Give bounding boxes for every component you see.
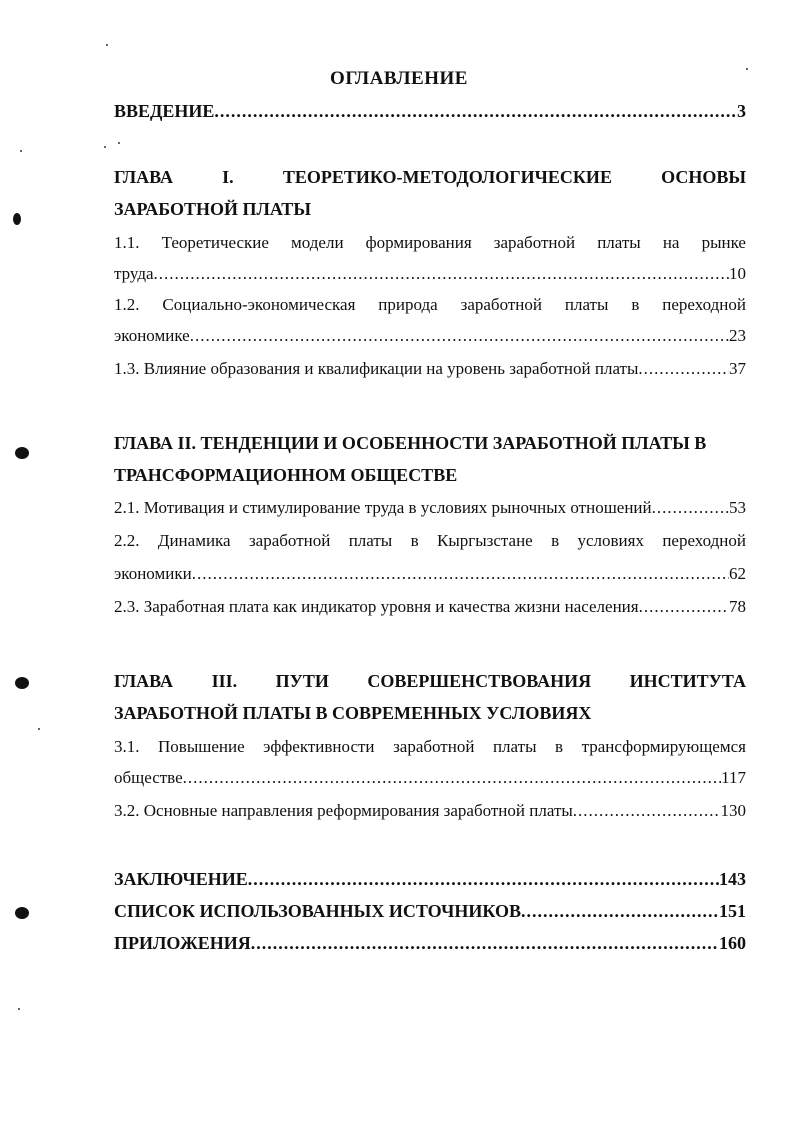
- toc-page-number: 151: [719, 901, 746, 921]
- toc-entry-label: ВВЕДЕНИЕ: [114, 101, 215, 121]
- entry-word: 2.2.: [114, 531, 140, 550]
- toc-entry-label: труда: [114, 264, 154, 283]
- toc-leader-dots: [248, 868, 719, 890]
- scan-mark-icon: [12, 212, 22, 226]
- chapter-1-heading-cont: ЗАРАБОТНОЙ ПЛАТЫ: [114, 199, 311, 219]
- scan-speck: [104, 146, 106, 148]
- chapter-1-word: ТЕОРЕТИКО-МЕТОДОЛОГИЧЕСКИЕ: [282, 167, 612, 187]
- entry-word: переходной: [662, 531, 746, 550]
- entry-word: эффективности: [263, 737, 375, 756]
- entry-word: платы: [348, 531, 393, 550]
- toc-page-number: 3: [737, 101, 746, 121]
- toc-leader-dots: [154, 263, 729, 285]
- toc-leader-dots: [251, 932, 719, 954]
- entry-word: Социально-экономическая: [162, 295, 356, 314]
- entry-word: заработной: [493, 233, 576, 252]
- toc-entry-2-2[interactable]: [114, 530, 746, 552]
- entry-word: платы: [564, 295, 609, 314]
- entry-word: платы: [597, 233, 641, 252]
- toc-leader-dots: [214, 100, 737, 122]
- toc-page-number: 62: [729, 564, 746, 583]
- scan-speck: [20, 150, 22, 152]
- chapter-3-word: ГЛАВА: [114, 671, 174, 691]
- entry-word: модели: [291, 233, 344, 252]
- entry-word: природа: [378, 295, 438, 314]
- entry-word: условиях: [577, 531, 644, 550]
- toc-entry-label: экономике: [114, 326, 190, 345]
- toc-leader-dots: [573, 800, 721, 822]
- toc-entry-1-3[interactable]: [114, 358, 746, 380]
- entry-word: на: [662, 233, 680, 252]
- entry-word: 1.2.: [114, 295, 140, 314]
- toc-leader-dots: [638, 358, 729, 380]
- toc-entry-3-2[interactable]: [114, 800, 746, 822]
- toc-page-number: 53: [729, 498, 746, 517]
- toc-entry-appendix[interactable]: [114, 932, 746, 954]
- entry-word: формирования: [365, 233, 472, 252]
- chapter-1-word: I.: [222, 167, 234, 187]
- toc-page-number: 78: [729, 597, 746, 616]
- entry-word: заработной: [460, 295, 542, 314]
- page-title: ОГЛАВЛЕНИЕ: [330, 68, 468, 89]
- toc-page-number: 160: [719, 933, 746, 953]
- chapter-1-heading[interactable]: [114, 166, 746, 188]
- toc-leader-dots: [183, 767, 721, 789]
- toc-entry-conclusion[interactable]: [114, 868, 746, 890]
- chapter-2-heading-cont: ТРАНСФОРМАЦИОННОМ ОБЩЕСТВЕ: [114, 465, 458, 485]
- toc-page-number: 117: [721, 768, 746, 787]
- toc-entry-label: 2.1. Мотивация и стимулирование труда в условиях рыночных отношений: [114, 498, 652, 517]
- toc-leader-dots: [652, 497, 729, 519]
- entry-word: в: [555, 737, 564, 756]
- toc-entry-1-1-cont[interactable]: [114, 263, 746, 285]
- entry-word: Динамика: [157, 531, 231, 550]
- toc-entry-1-2-cont[interactable]: [114, 325, 746, 347]
- toc-leader-dots: [521, 900, 719, 922]
- toc-leader-dots: [192, 563, 729, 585]
- chapter-1-word: ОСНОВЫ: [661, 167, 746, 187]
- entry-word: трансформирующемся: [581, 737, 746, 756]
- entry-word: в: [410, 531, 419, 550]
- entry-word: заработной: [393, 737, 475, 756]
- entry-word: в: [551, 531, 560, 550]
- entry-word: 3.1.: [114, 737, 140, 756]
- chapter-3-word: ПУТИ: [275, 671, 329, 691]
- entry-word: Повышение: [158, 737, 245, 756]
- chapter-3-word: СОВЕРШЕНСТВОВАНИЯ: [367, 671, 592, 691]
- entry-word: Теоретические: [161, 233, 269, 252]
- scan-speck: [118, 142, 120, 144]
- toc-leader-dots: [639, 596, 729, 618]
- scan-mark-icon: [14, 676, 30, 690]
- toc-entry-label: 1.3. Влияние образования и квалификации на уровень заработной платы: [114, 359, 639, 378]
- entry-word: 1.1.: [114, 233, 140, 252]
- toc-leader-dots: [190, 325, 729, 347]
- toc-entry-intro[interactable]: [114, 100, 746, 122]
- scan-speck: [106, 44, 108, 46]
- toc-entry-2-3[interactable]: [114, 596, 746, 618]
- toc-entry-3-1-cont[interactable]: [114, 767, 746, 789]
- toc-entry-label: ПРИЛОЖЕНИЯ: [114, 933, 251, 953]
- toc-entry-label: ЗАКЛЮЧЕНИЕ: [114, 869, 248, 889]
- toc-page-number: 130: [720, 801, 746, 820]
- toc-entry-1-1[interactable]: [114, 232, 746, 254]
- toc-page-number: 10: [729, 264, 746, 283]
- scan-mark-icon: [14, 446, 30, 460]
- toc-entry-label: 3.2. Основные направления реформирования заработной платы: [114, 801, 573, 820]
- chapter-3-heading-cont: ЗАРАБОТНОЙ ПЛАТЫ В СОВРЕМЕННЫХ УСЛОВИЯХ: [114, 703, 592, 723]
- chapter-1-word: ГЛАВА: [114, 167, 174, 187]
- entry-word: платы: [492, 737, 537, 756]
- chapter-3-heading[interactable]: [114, 670, 746, 692]
- entry-word: в: [631, 295, 640, 314]
- entry-word: переходной: [662, 295, 746, 314]
- chapter-3-word: ИНСТИТУТА: [629, 671, 746, 691]
- toc-entry-3-1[interactable]: [114, 736, 746, 758]
- toc-entry-label: СПИСОК ИСПОЛЬЗОВАННЫХ ИСТОЧНИКОВ: [114, 901, 521, 921]
- scan-mark-icon: [14, 906, 30, 920]
- toc-entry-1-2[interactable]: [114, 294, 746, 316]
- toc-entry-label: обществе: [114, 768, 183, 787]
- toc-page-number: 37: [729, 359, 746, 378]
- toc-entry-2-1[interactable]: [114, 497, 746, 519]
- toc-page-number: 23: [729, 326, 746, 345]
- scan-speck: [38, 728, 40, 730]
- toc-page-number: 143: [719, 869, 746, 889]
- toc-entry-2-2-cont[interactable]: [114, 563, 746, 585]
- chapter-2-heading[interactable]: ГЛАВА II. ТЕНДЕНЦИИ И ОСОБЕННОСТИ ЗАРАБОТНОЙ ПЛАТЫ В: [114, 433, 707, 453]
- scan-speck: [18, 1008, 20, 1010]
- chapter-3-word: III.: [211, 671, 238, 691]
- toc-entry-label: 2.3. Заработная плата как индикатор уровня и качества жизни населения: [114, 597, 639, 616]
- toc-entry-sources[interactable]: [114, 900, 746, 922]
- entry-word: заработной: [248, 531, 331, 550]
- entry-word: рынке: [701, 233, 746, 252]
- toc-entry-label: экономики: [114, 564, 192, 583]
- entry-word: Кыргызстане: [436, 531, 533, 550]
